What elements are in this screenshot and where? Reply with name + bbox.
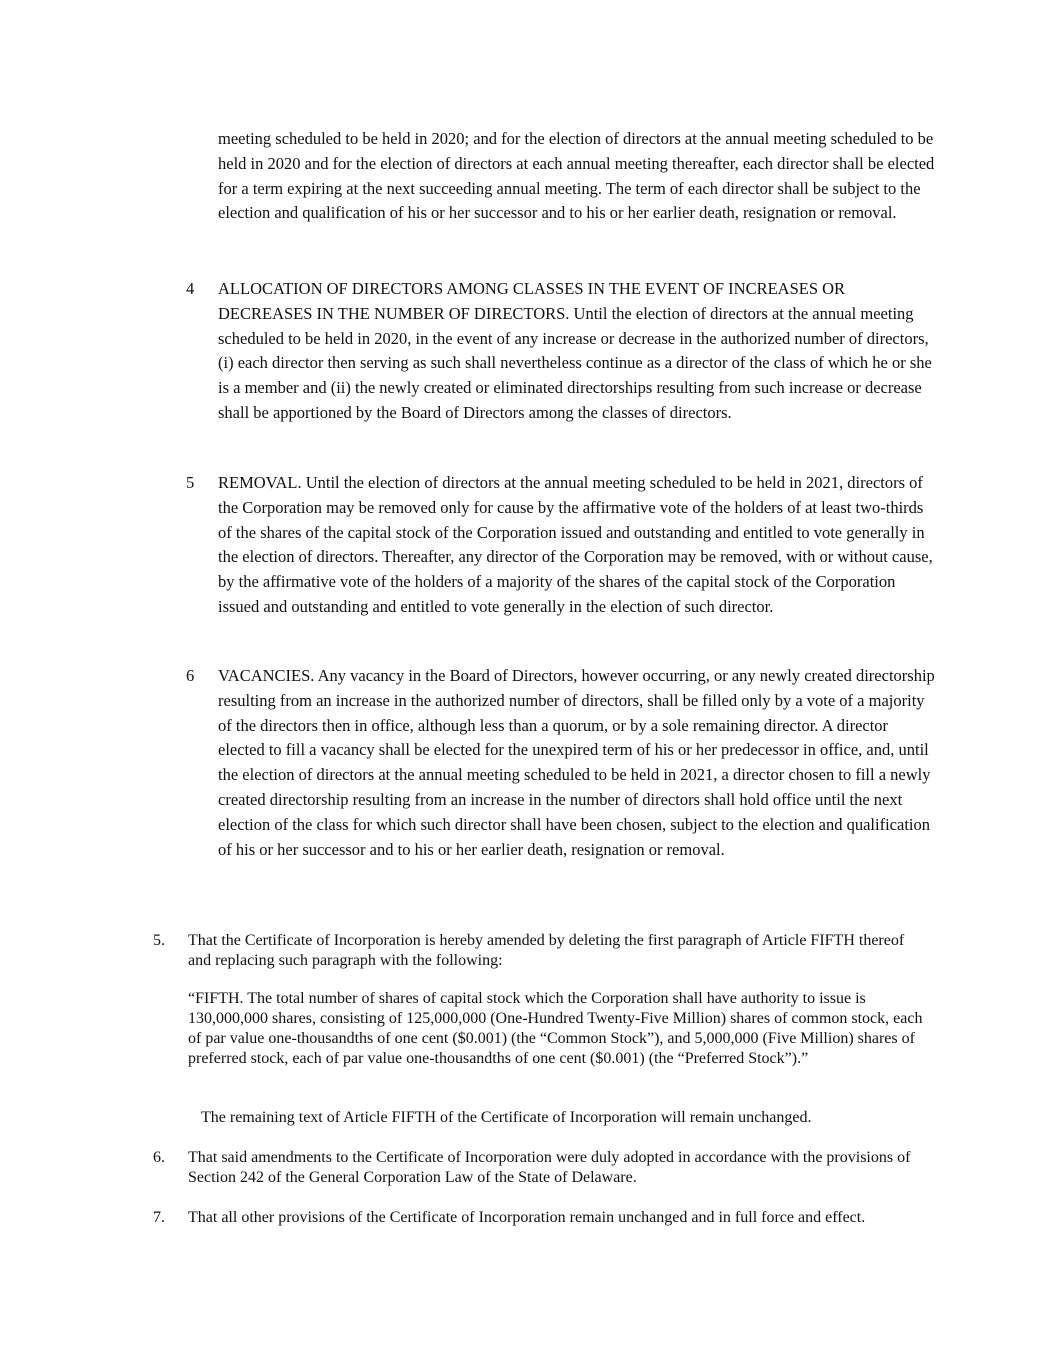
subsection-6-text: VACANCIES. Any vacancy in the Board of Directors, however occurring, or any newly created directorship resulting from an increase in the authorized number of directors, shall be filled only by a vote of a majority of the directors then in office, although less than a quorum, or by a sole remaining director. A director elected to fill a vacancy shall be elected for the unexpired term of his or her predecessor in office, and, until the election of directors at the annual meeting scheduled to be held in 2021, a director chosen to fill a newly created directorship resulting from an increase in the number of directors shall hold office until the next election of the class for which such director shall have been chosen, subject to the election and qualification of his or her successor and to his or her earlier death, resignation or removal.	[218, 666, 935, 859]
subsection-4-text: ALLOCATION OF DIRECTORS AMONG CLASSES IN THE EVENT OF INCREASES OR DECREASES IN THE NUMBER OF DIRECTORS. Until the election of directors at the annual meeting scheduled to be held in 2020, in the event of any increase or decrease in the authorized number of directors, (i) each director then serving as such shall nevertheless continue as a director of the class of which he or she is a member and (ii) the newly created or eliminated directorships resulting from such increase or decrease shall be apportioned by the Board of Directors among the classes of directors.	[218, 279, 932, 422]
item-6-number: 6.	[153, 1149, 165, 1166]
item-6-text: That said amendments to the Certificate of Incorporation were duly adopted in accordance with the provisions of Section 242 of the General Corporation Law of the State of Delaware.	[188, 1149, 911, 1186]
subsection-6-number: 6	[186, 666, 195, 685]
fifth-article-quote: “FIFTH. The total number of shares of capital stock which the Corporation shall have authority to issue is 130,000,000 shares, consisting of 125,000,000 (One-Hundred Twenty-Five Million) shares of common stock, each of par value one-thousandths of one cent ($0.001) (the “Common Stock”), and 5,000,000 (Five Million) shares of preferred stock, each of par value one-thousandths of one cent ($0.001) (the “Preferred Stock”).”	[188, 990, 923, 1067]
continuation-paragraph: meeting scheduled to be held in 2020; and for the election of directors at the annual meeting scheduled to be held in 2020 and for the election of directors at each annual meeting thereafter, each director shall be elected for a term expiring at the next succeeding annual meeting. The term of each director shall be subject to the election and qualification of his or her successor and to his or her earlier death, resignation or removal.	[218, 129, 935, 223]
item-7-number: 7.	[153, 1209, 165, 1226]
remaining-text-note: The remaining text of Article FIFTH of the Certificate of Incorporation will remain unchanged.	[201, 1109, 812, 1126]
subsection-5-number: 5	[186, 473, 195, 492]
item-7-text: That all other provisions of the Certificate of Incorporation remain unchanged and in full force and effect.	[188, 1209, 866, 1226]
subsection-4-number: 4	[186, 279, 195, 298]
item-5-text: That the Certificate of Incorporation is hereby amended by deleting the first paragraph of Article FIFTH thereof and replacing such paragraph with the following:	[188, 932, 905, 969]
item-5-number: 5.	[153, 932, 165, 949]
subsection-5-text: REMOVAL. Until the election of directors at the annual meeting scheduled to be held in 2021, directors of the Corporation may be removed only for cause by the affirmative vote of the holders of at least two-thirds of the shares of the capital stock of the Corporation issued and outstanding and entitled to vote generally in the election of directors. Thereafter, any director of the Corporation may be removed, with or without cause, by the affirmative vote of the holders of a majority of the shares of the capital stock of the Corporation issued and outstanding and entitled to vote generally in the election of such director.	[218, 473, 933, 616]
